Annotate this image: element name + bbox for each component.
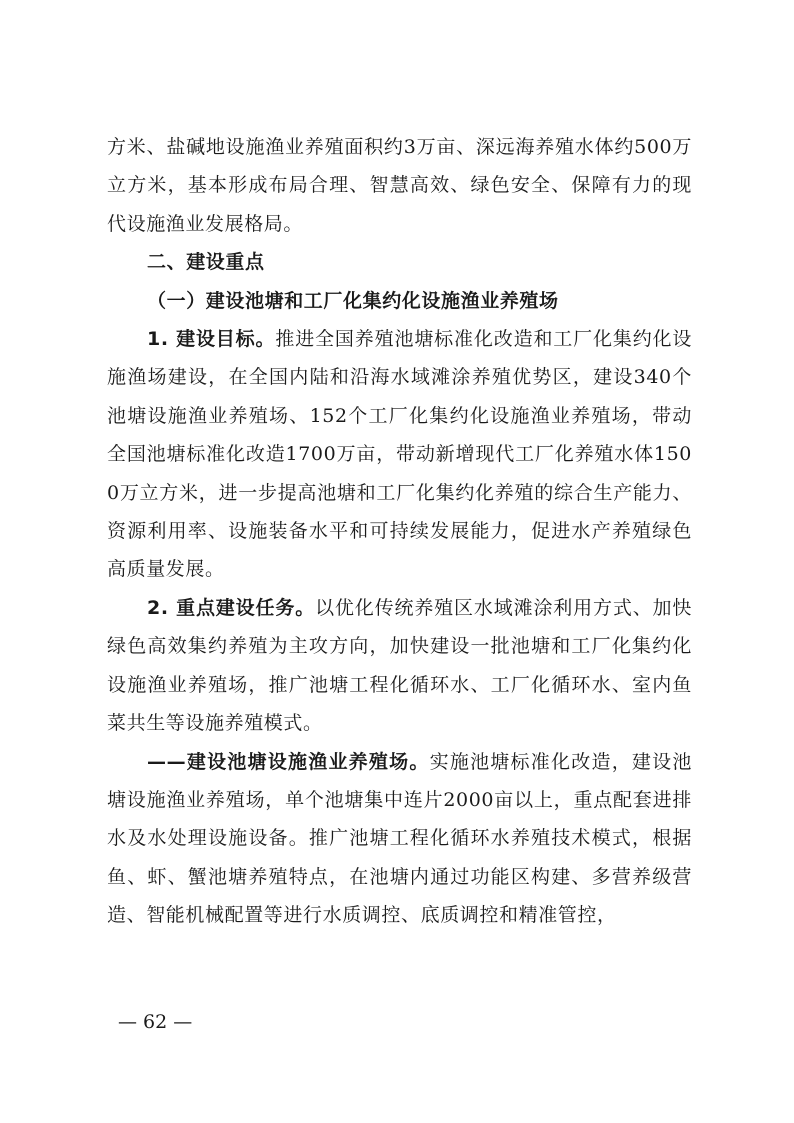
page-number: — 62 —	[118, 1011, 193, 1033]
item3-label: ——建设池塘设施渔业养殖场。	[147, 750, 430, 773]
document-body	[107, 128, 692, 935]
subsection-title: （一）建设池塘和工厂化集约化设施渔业养殖场	[147, 289, 559, 312]
item3-paragraph	[107, 743, 692, 935]
intro-paragraph: 方米、盐碱地设施渔业养殖面积约3万亩、深远海养殖水体约500万立方米，基本形成布局合理、智慧高效、绿色安全、保障有力的现代设施渔业发展格局。	[107, 136, 692, 235]
item1-text: 推进全国养殖池塘标准化改造和工厂化集约化设施渔场建设，在全国内陆和沿海水域滩涂养殖优势区，建设340个池塘设施渔业养殖场、152个工厂化集约化设施渔业养殖场，带动全国池塘标准化改造1700万亩，带动新增现代工厂化养殖水体1500万立方米，进一步提高池塘和工厂化集约化养殖的综合生产能力、资源利用率、设施装备水平和可持续发展能力，促进水产养殖绿色高质量发展。	[107, 328, 693, 581]
item1-paragraph	[107, 320, 692, 589]
item2-text: 以优化传统养殖区水域滩涂利用方式、加快绿色高效集约养殖为主攻方向，加快建设一批池塘和工厂化集约化设施渔业养殖场，推广池塘工程化循环水、工厂化循环水、室内鱼菜共生等设施养殖模式。	[107, 596, 693, 735]
item2-paragraph	[107, 589, 692, 743]
item1-label: 1. 建设目标。	[147, 328, 276, 351]
section-title: 二、建设重点	[147, 251, 265, 274]
item2-label: 2. 重点建设任务。	[147, 596, 316, 619]
item3-text: 实施池塘标准化改造，建设池塘设施渔业养殖场，单个池塘集中连片2000亩以上，重点配套进排水及水处理设施设备。推广池塘工程化循环水养殖技术模式，根据鱼、虾、蟹池塘养殖特点，在池塘内通过功能区构建、多营养级营造、智能机械配置等进行水质调控、底质调控和精准管控，	[107, 750, 692, 927]
